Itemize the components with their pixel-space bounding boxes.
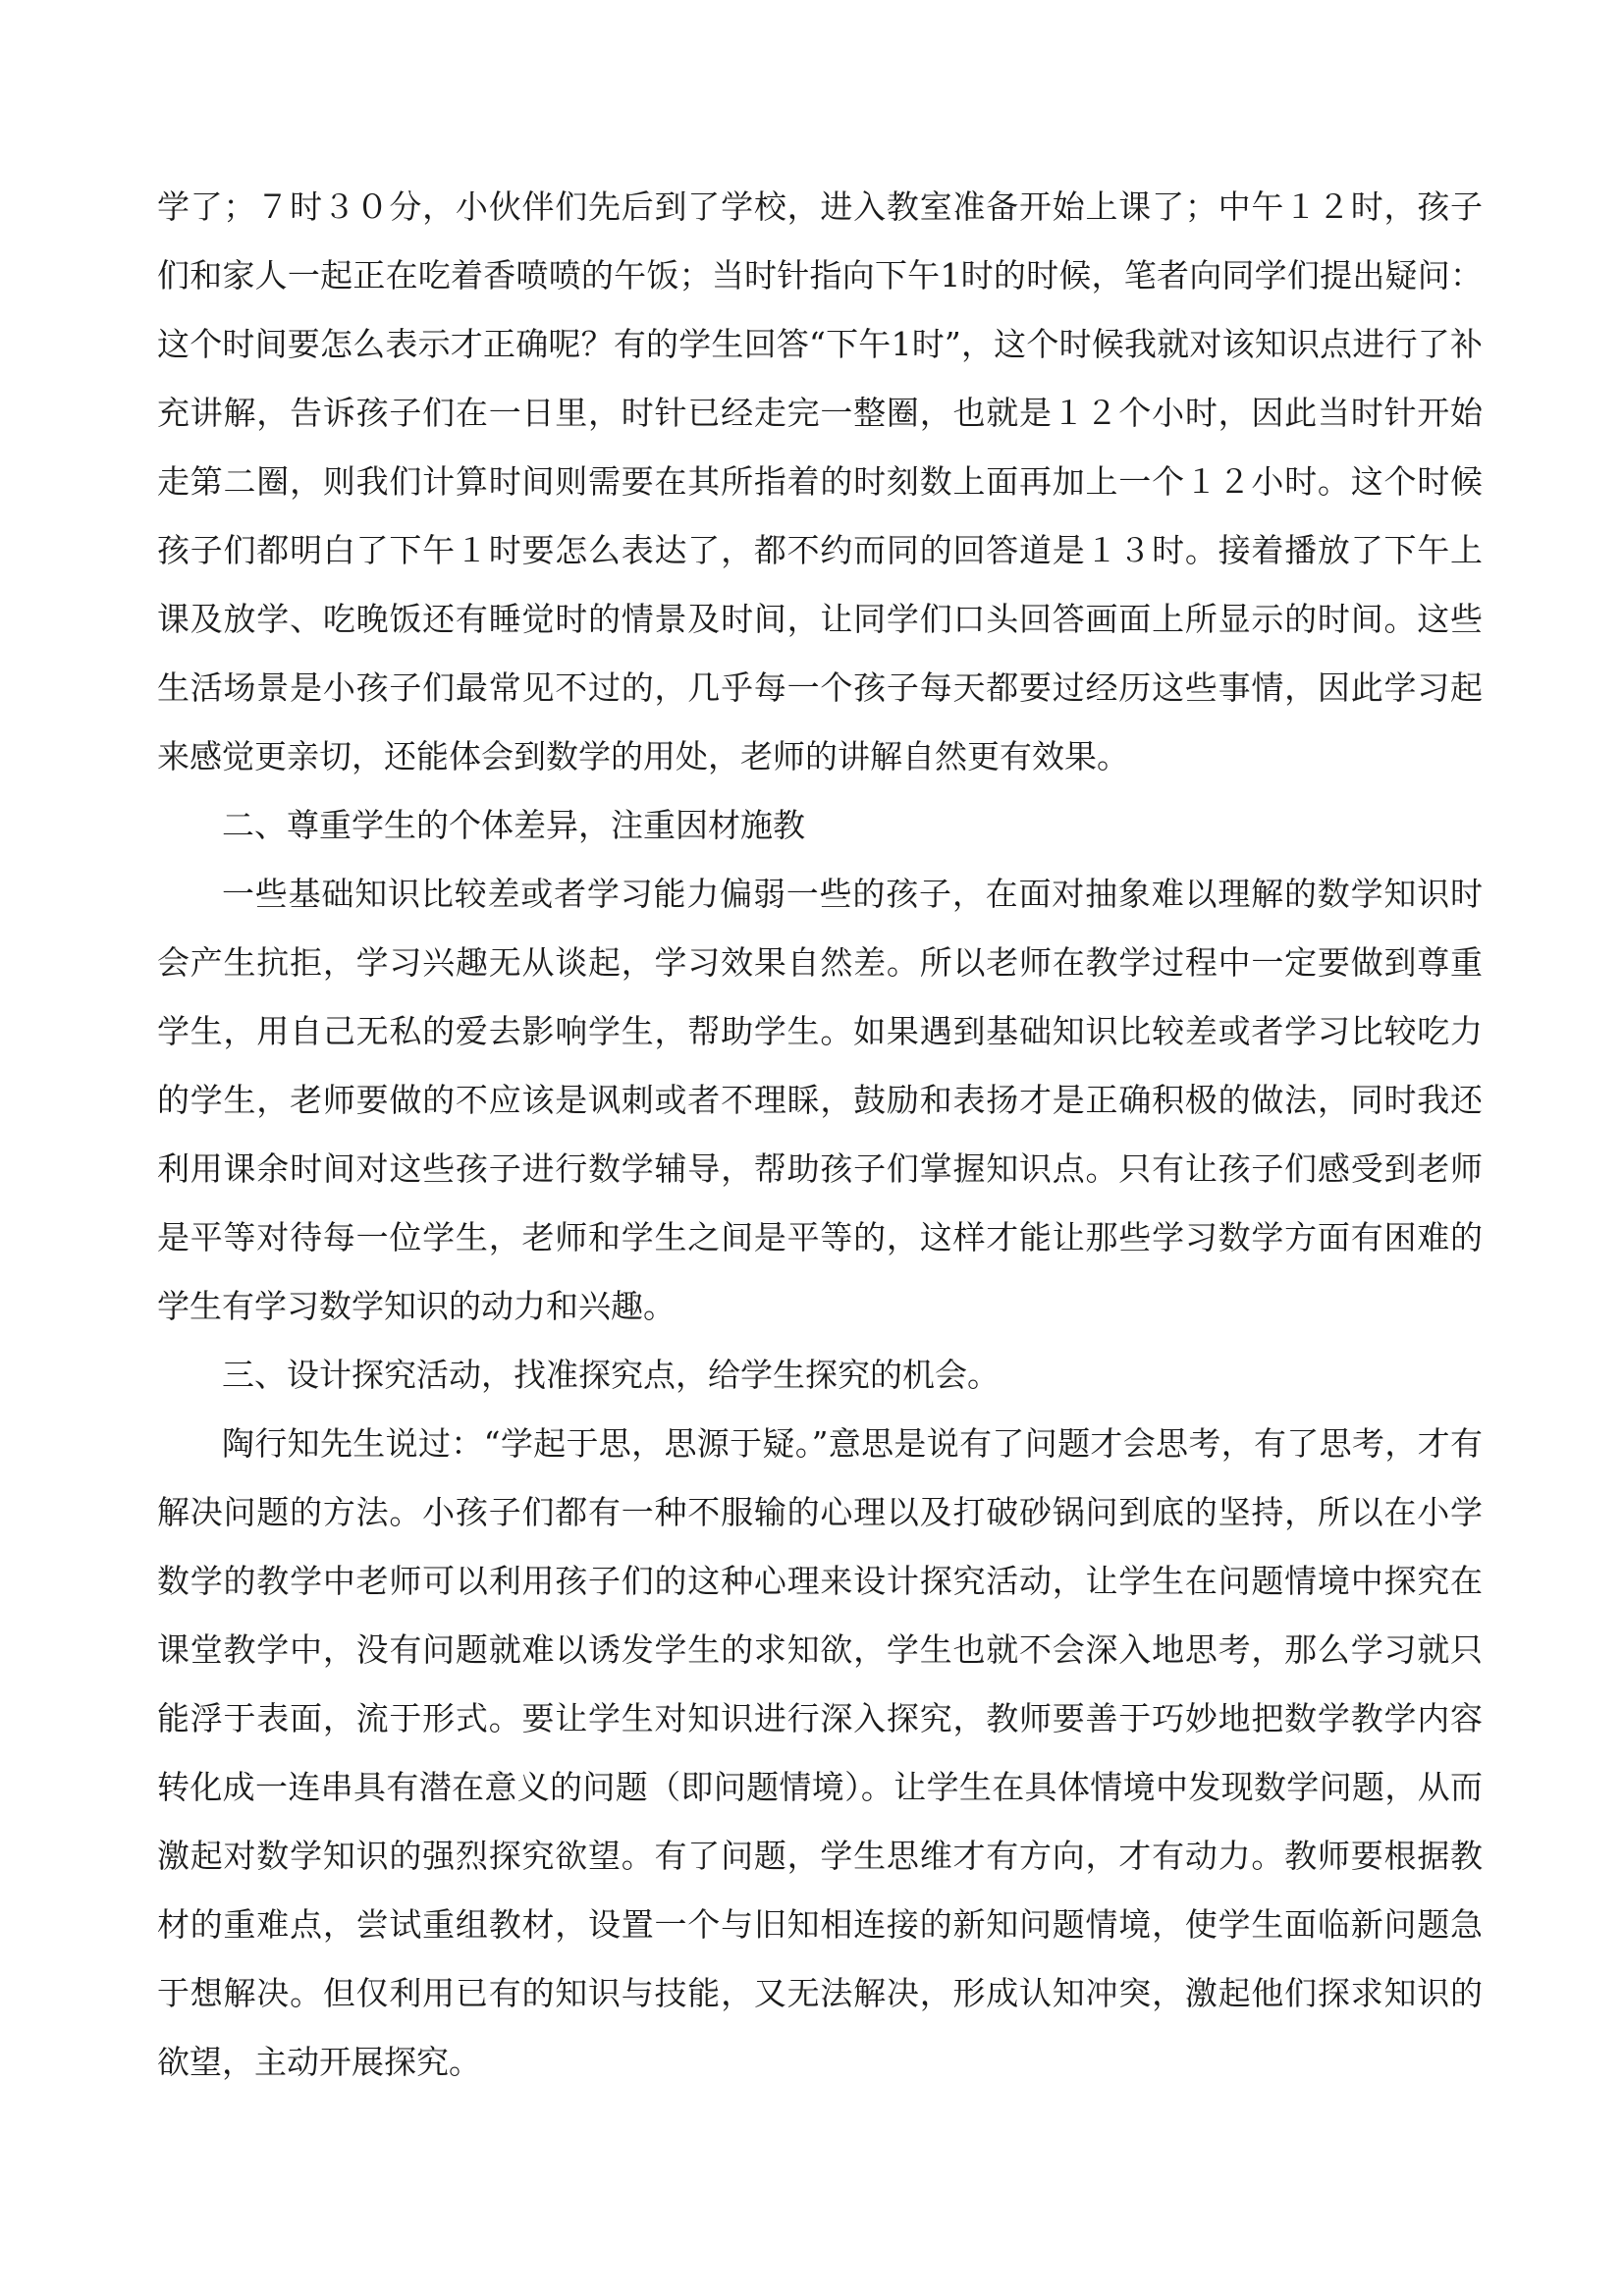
paragraph-section-2: 一些基础知识比较差或者学习能力偏弱一些的孩子，在面对抽象难以理解的数学知识时会产生抗拒，学习兴趣无从谈起，学习效果自然差。所以老师在教学过程中一定要做到尊重学生，用自己无私的爱去影响学生，帮助学生。如果遇到基础知识比较差或者学习比较吃力的学生，老师要做的不应该是讽刺或者不理睬，鼓励和表扬才是正确积极的做法，同时我还利用课余时间对这些孩子进行数学辅导，帮助孩子们掌握知识点。只有让孩子们感受到老师是平等对待每一位学生，老师和学生之间是平等的，这样才能让那些学习数学方面有困难的学生有学习数学知识的动力和兴趣。 (157, 875, 1483, 1325)
document-body (157, 173, 1483, 2097)
paragraph-section-3: 陶行知先生说过：“学起于思，思源于疑。”意思是说有了问题才会思考，有了思考，才有解决问题的方法。小孩子们都有一种不服输的心理以及打破砂锅问到底的坚持，所以在小学数学的教学中老师可以利用孩子们的这种心理来设计探究活动，让学生在问题情境中探究在课堂教学中，没有问题就难以诱发学生的求知欲，学生也就不会深入地思考，那么学习就只能浮于表面，流于形式。要让学生对知识进行深入探究，教师要善于巧妙地把数学教学内容转化成一连串具有潜在意义的问题（即问题情境）。让学生在具体情境中发现数学问题，从而激起对数学知识的强烈探究欲望。有了问题，学生思维才有方向，才有动力。教师要根据教材的重难点，尝试重组教材，设置一个与旧知相连接的新知问题情境，使学生面临新问题急于想解决。但仅利用已有的知识与技能，又无法解决，形成认知冲突，激起他们探求知识的欲望，主动开展探究。 (157, 1424, 1483, 2081)
section-heading-3: 三、设计探究活动，找准探究点，给学生探究的机会。 (222, 1356, 1000, 1394)
paragraph-continuation: 学了；７时３０分，小伙伴们先后到了学校，进入教室准备开始上课了；中午１２时，孩子们和家人一起正在吃着香喷喷的午饭；当时针指向下午1时的时候，笔者向同学们提出疑问：这个时间要怎么表示才正确呢？有的学生回答“下午1时”，这个时候我就对该知识点进行了补充讲解，告诉孩子们在一日里，时针已经走完一整圈，也就是１２个小时，因此当时针开始走第二圈，则我们计算时间则需要在其所指着的时刻数上面再加上一个１２小时。这个时候孩子们都明白了下午１时要怎么表达了，都不约而同的回答道是１３时。接着播放了下午上课及放学、吃晚饭还有睡觉时的情景及时间，让同学们口头回答画面上所显示的时间。这些生活场景是小孩子们最常见不过的，几乎每一个孩子每天都要过经历这些事情，因此学习起来感觉更亲切，还能体会到数学的用处，老师的讲解自然更有效果。 (157, 187, 1483, 775)
section-heading-2: 二、尊重学生的个体差异，注重因材施教 (222, 806, 805, 844)
